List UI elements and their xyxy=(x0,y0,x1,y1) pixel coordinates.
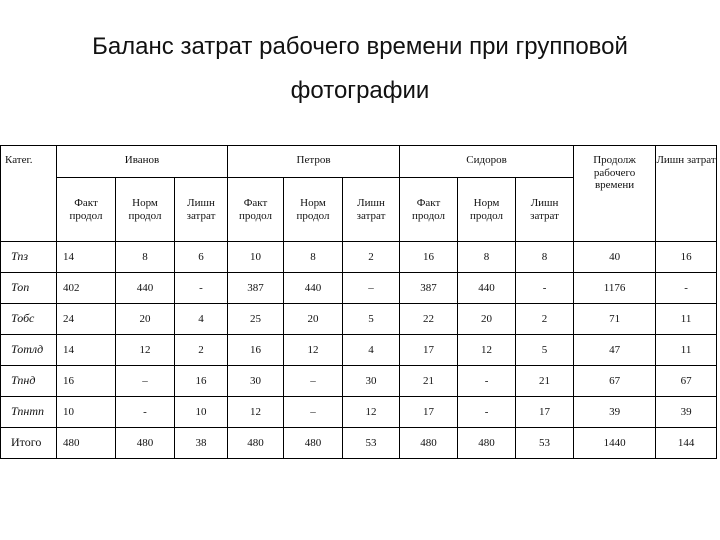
table-cell: 480 xyxy=(228,428,284,459)
table-cell: 12 xyxy=(228,397,284,428)
table-cell: 47 xyxy=(574,335,656,366)
subheader-excess: Лишн затрат xyxy=(343,178,400,242)
table-cell: 2 xyxy=(516,304,574,335)
header-person-sidorov: Сидоров xyxy=(400,146,574,178)
time-balance-table xyxy=(0,145,717,459)
table-cell: 402 xyxy=(57,273,116,304)
table-cell: 14 xyxy=(57,242,116,273)
table-row xyxy=(1,273,717,304)
table-cell: 16 xyxy=(57,366,116,397)
table-cell: - xyxy=(458,397,516,428)
table-cell: 40 xyxy=(574,242,656,273)
table-row xyxy=(1,366,717,397)
table-cell: 21 xyxy=(400,366,458,397)
page-title-line1: Баланс затрат рабочего времени при групповой xyxy=(92,33,628,60)
table-cell: - xyxy=(116,397,175,428)
table-cell: 16 xyxy=(175,366,228,397)
table-cell: 480 xyxy=(400,428,458,459)
row-label: Тобс xyxy=(1,304,57,335)
table-cell: 2 xyxy=(175,335,228,366)
table-cell: 14 xyxy=(57,335,116,366)
table-cell: 5 xyxy=(516,335,574,366)
table-cell: 21 xyxy=(516,366,574,397)
table-cell: 20 xyxy=(284,304,343,335)
table-row xyxy=(1,242,717,273)
subheader-fact: Факт продол xyxy=(400,178,458,242)
table-cell: 12 xyxy=(116,335,175,366)
table-cell: 67 xyxy=(574,366,656,397)
subheader-excess: Лишн затрат xyxy=(175,178,228,242)
table-cell: 53 xyxy=(343,428,400,459)
table-cell: 25 xyxy=(228,304,284,335)
table-cell: 387 xyxy=(400,273,458,304)
table-body xyxy=(1,242,717,459)
table-cell: 20 xyxy=(116,304,175,335)
header-category: Катег. xyxy=(1,146,57,242)
table-cell: 53 xyxy=(516,428,574,459)
table-cell: 10 xyxy=(57,397,116,428)
table-cell: 387 xyxy=(228,273,284,304)
subheader-fact: Факт продол xyxy=(57,178,116,242)
table-cell: 30 xyxy=(228,366,284,397)
table-row xyxy=(1,304,717,335)
table-cell: 4 xyxy=(175,304,228,335)
page-title-line2: фотографии xyxy=(290,77,430,104)
table-cell: 440 xyxy=(116,273,175,304)
table-cell: 39 xyxy=(574,397,656,428)
header-person-ivanov: Иванов xyxy=(57,146,228,178)
table-row xyxy=(1,335,717,366)
table-cell: 22 xyxy=(400,304,458,335)
subheader-norm: Норм продол xyxy=(284,178,343,242)
table-row xyxy=(1,397,717,428)
subheader-fact: Факт продол xyxy=(228,178,284,242)
table-cell: 8 xyxy=(516,242,574,273)
table-cell: 10 xyxy=(228,242,284,273)
row-label: Тпнд xyxy=(1,366,57,397)
table-cell: – xyxy=(284,366,343,397)
table-cell: 480 xyxy=(458,428,516,459)
table-cell: 16 xyxy=(400,242,458,273)
table-cell: 1440 xyxy=(574,428,656,459)
table-cell: 11 xyxy=(656,335,717,366)
table-cell: 12 xyxy=(343,397,400,428)
table-cell: 8 xyxy=(458,242,516,273)
table-cell: 440 xyxy=(284,273,343,304)
table-cell: 39 xyxy=(656,397,717,428)
table-cell: – xyxy=(343,273,400,304)
row-label: Тпз xyxy=(1,242,57,273)
row-label: Топ xyxy=(1,273,57,304)
header-total-excess: Лишн затрат xyxy=(656,146,717,242)
table-cell: 71 xyxy=(574,304,656,335)
table-cell: 2 xyxy=(343,242,400,273)
table-cell: 6 xyxy=(175,242,228,273)
table-cell: 17 xyxy=(400,335,458,366)
table-cell: 440 xyxy=(458,273,516,304)
table-cell: - xyxy=(656,273,717,304)
table-cell: 480 xyxy=(116,428,175,459)
table-cell: - xyxy=(175,273,228,304)
table-cell: 16 xyxy=(228,335,284,366)
table-cell: 4 xyxy=(343,335,400,366)
table-cell: 24 xyxy=(57,304,116,335)
subheader-norm: Норм продол xyxy=(116,178,175,242)
table-cell: 8 xyxy=(284,242,343,273)
table-cell: – xyxy=(116,366,175,397)
table-cell: 8 xyxy=(116,242,175,273)
table-cell: 17 xyxy=(516,397,574,428)
header-total-duration: Продолж рабочего времени xyxy=(574,146,656,242)
table-cell: 30 xyxy=(343,366,400,397)
table-cell: 5 xyxy=(343,304,400,335)
row-label: Итого xyxy=(1,428,57,459)
table-cell: - xyxy=(516,273,574,304)
table-row xyxy=(1,428,717,459)
table-cell: 12 xyxy=(458,335,516,366)
table-cell: 480 xyxy=(284,428,343,459)
table-cell: 10 xyxy=(175,397,228,428)
subheader-norm: Норм продол xyxy=(458,178,516,242)
table-cell: 480 xyxy=(57,428,116,459)
table-cell: 144 xyxy=(656,428,717,459)
table-cell: 67 xyxy=(656,366,717,397)
subheader-excess: Лишн затрат xyxy=(516,178,574,242)
table-cell: - xyxy=(458,366,516,397)
row-label: Тпнтп xyxy=(1,397,57,428)
row-label: Тотлд xyxy=(1,335,57,366)
table-cell: 20 xyxy=(458,304,516,335)
table-cell: – xyxy=(284,397,343,428)
table-cell: 16 xyxy=(656,242,717,273)
table-cell: 12 xyxy=(284,335,343,366)
table-cell: 11 xyxy=(656,304,717,335)
table-cell: 1176 xyxy=(574,273,656,304)
table-cell: 17 xyxy=(400,397,458,428)
header-person-petrov: Петров xyxy=(228,146,400,178)
table-cell: 38 xyxy=(175,428,228,459)
